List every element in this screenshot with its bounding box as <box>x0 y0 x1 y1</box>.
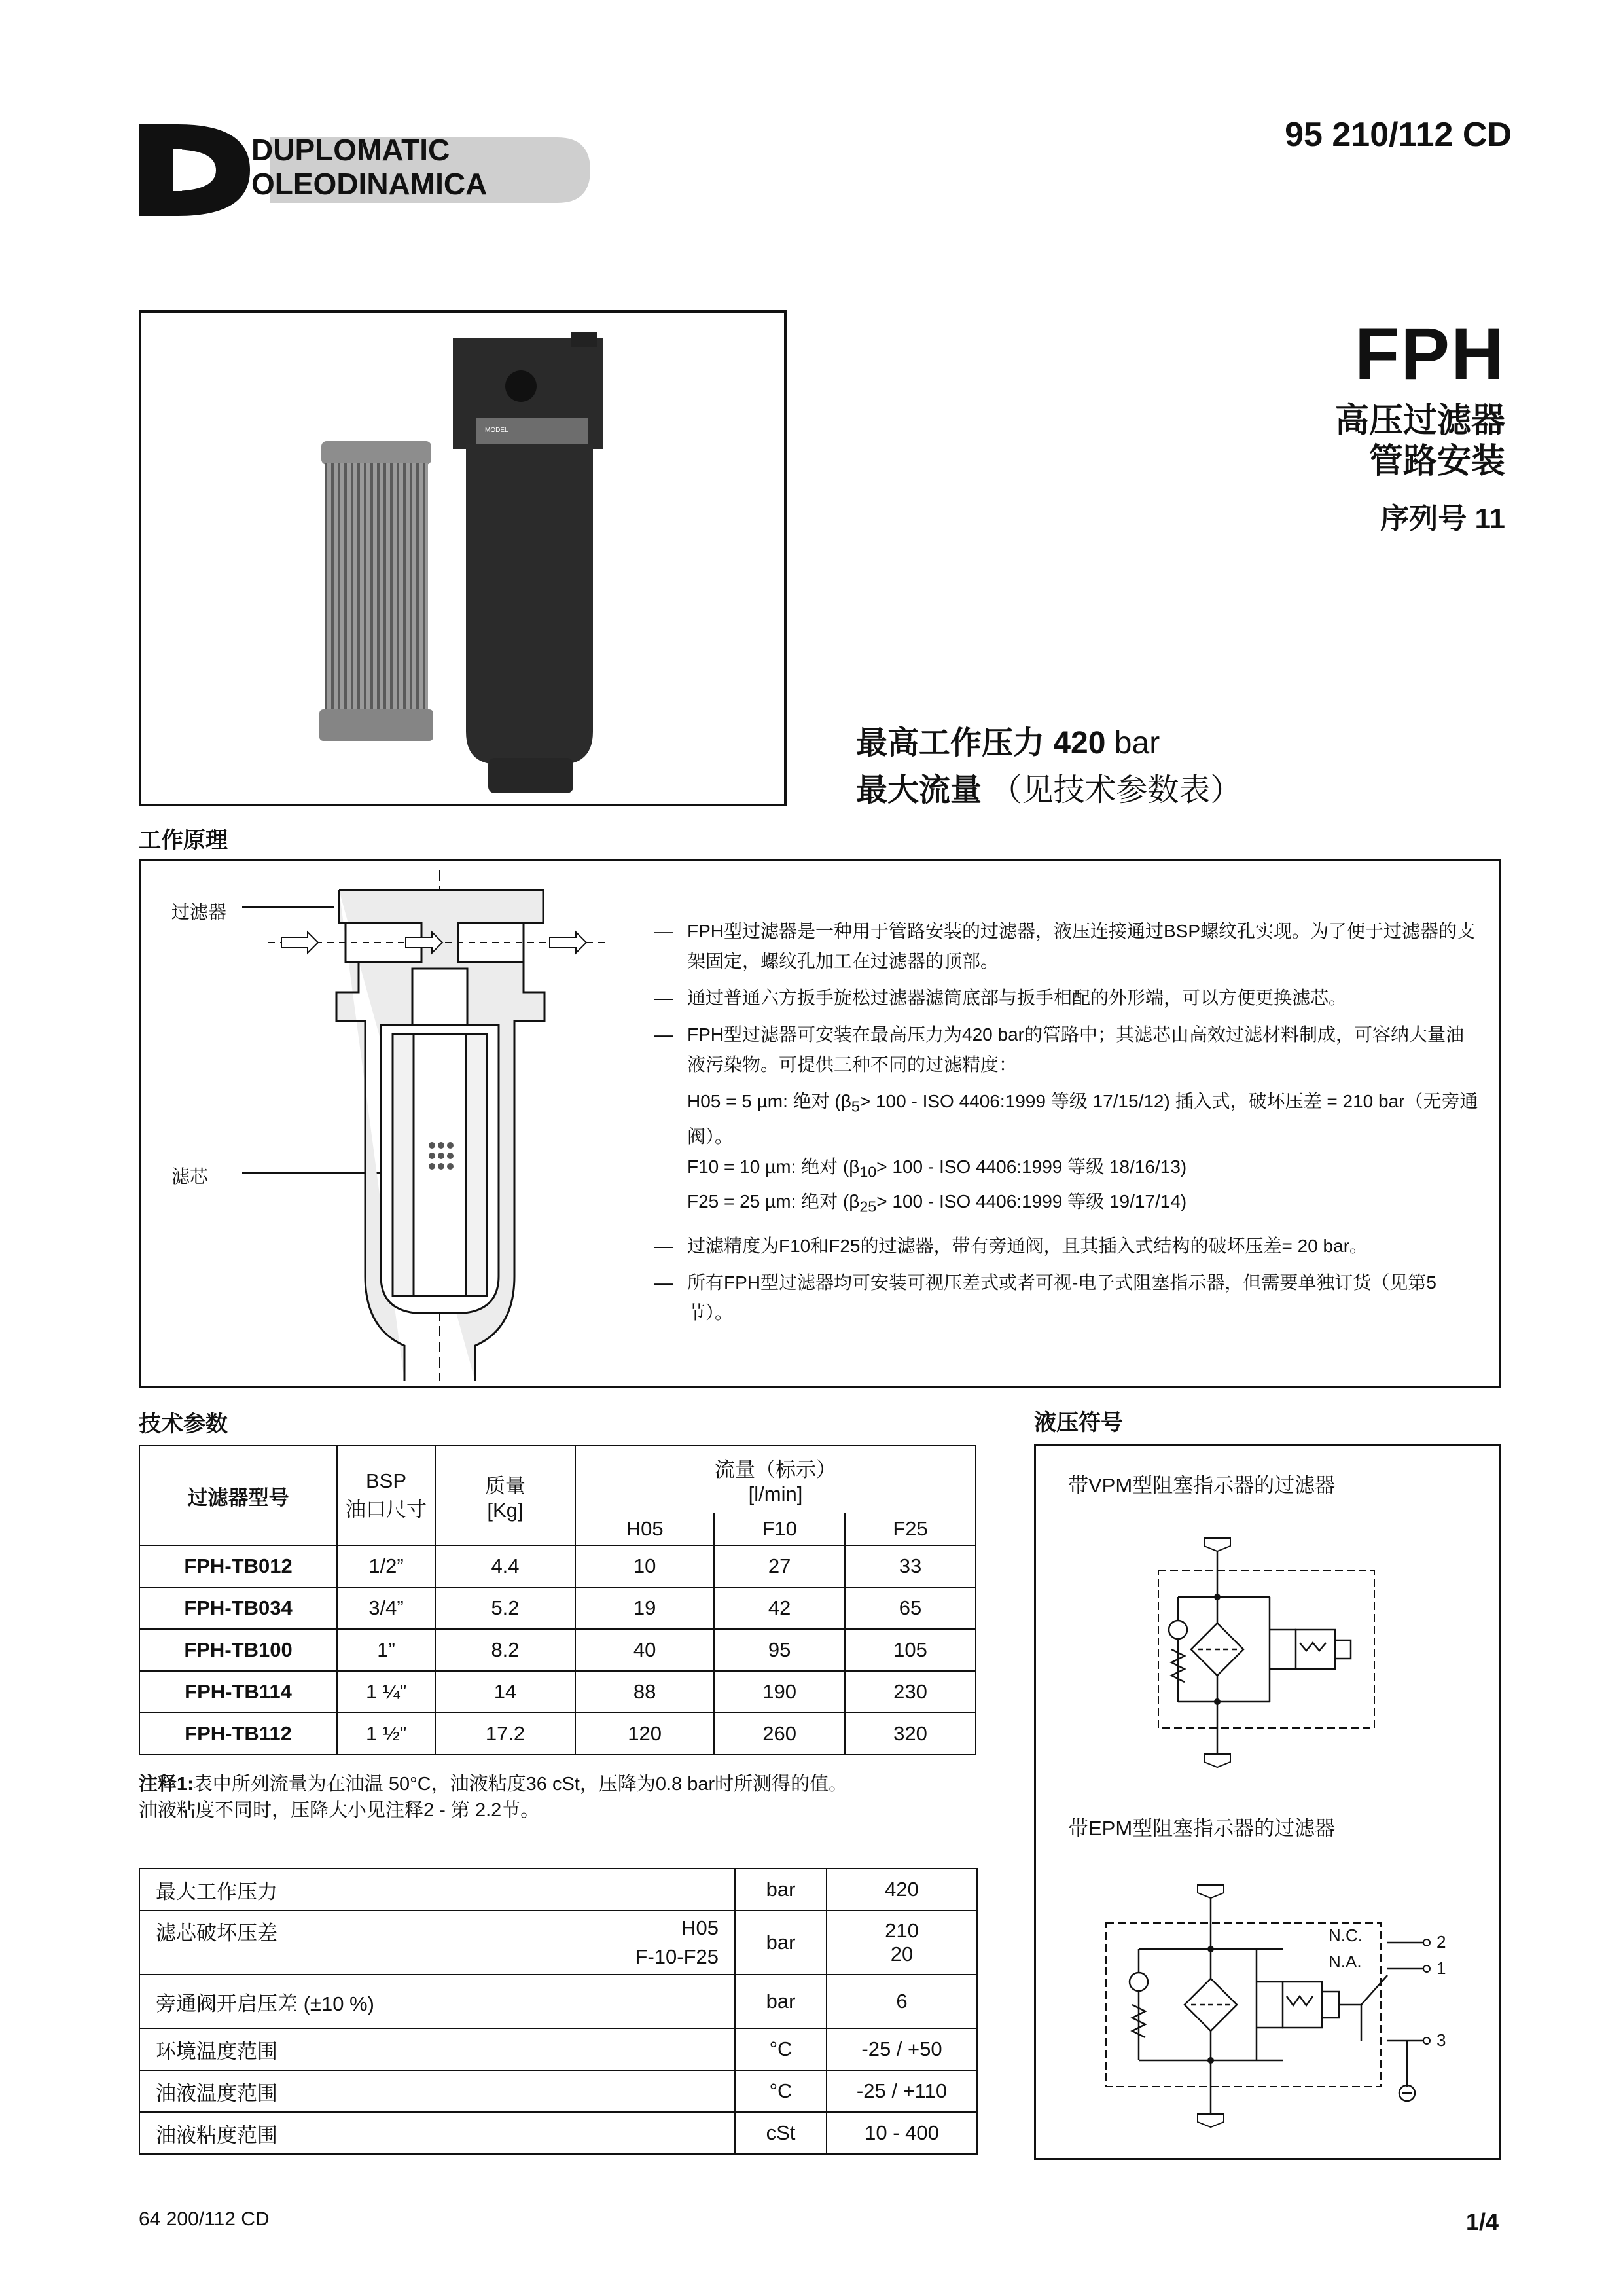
operating-description <box>654 916 1479 1335</box>
table-row: 油液温度范围 °C -25 / +110 <box>139 2070 977 2112</box>
max-pressure <box>856 717 1160 762</box>
col-bsp: BSP 油口尺寸 <box>337 1446 435 1545</box>
table-row: 滤芯破坏压差 H05 F-10-F25 bar 210 20 <box>139 1910 977 1975</box>
bullet-item: — 通过普通六方扳手旋松过滤器滤筒底部与扳手相配的外形端，可以方便更换滤芯。 <box>654 983 1479 1013</box>
svg-text:2: 2 <box>1436 1932 1446 1952</box>
svg-text:N.A.: N.A. <box>1329 1952 1362 1971</box>
product-subtitle <box>1113 401 1505 482</box>
document-code: 95 210/112 CD <box>1285 116 1512 154</box>
bullet-item: — FPH型过滤器是一种用于管路安装的过滤器，液压连接通过BSP螺纹孔实现。为了便于过滤器的支架固定，螺纹孔加工在过滤器的顶部。 <box>654 916 1479 977</box>
grade-h05: H05 = 5 µm: 绝对 ($\beta_5> 100$ - ISO 4406:1999 等级 17/15/12) 插入式，破坏压差 = 210 bar（无旁通阀）。 <box>687 1091 1478 1147</box>
col-mass: 质量 [Kg] <box>435 1446 575 1545</box>
table-row: 油液粘度范围 cSt 10 - 400 <box>139 2112 977 2154</box>
series-number: 序列号 11 <box>1380 503 1505 535</box>
epm-title: 带EPM型阻塞指示器的过滤器 <box>1068 1817 1336 1840</box>
col-h05: H05 <box>575 1513 714 1545</box>
svg-text:DUPLOMATIC: DUPLOMATIC <box>251 133 450 167</box>
company-logo <box>139 118 590 216</box>
table-row: FPH-TB114 1 ¼” 14 88 190 230 <box>139 1671 976 1713</box>
subtitle-line-1: 高压过滤器 <box>1334 402 1505 440</box>
table-row: 环境温度范围 °C -25 / +50 <box>139 2028 977 2070</box>
footer-code: 64 200/112 CD <box>139 2208 270 2230</box>
max-flow <box>856 764 1241 810</box>
bullet-item: — 过滤精度为F10和F25的过滤器，带有旁通阀，且其插入式结构的破坏压差= 20 bar。 <box>654 1231 1479 1261</box>
vpm-title: 带VPM型阻塞指示器的过滤器 <box>1068 1474 1336 1497</box>
svg-text:N.C.: N.C. <box>1329 1926 1363 1945</box>
table-row: 最大工作压力 bar 420 <box>139 1869 977 1910</box>
section-title-hydraulic: 液压符号 <box>1034 1410 1123 1435</box>
table-row: FPH-TB012 1/2” 4.4 10 27 33 <box>139 1545 976 1587</box>
subtitle-line-2: 管路安装 <box>1368 442 1505 480</box>
vpm-symbol <box>1152 1532 1400 1784</box>
col-model: 过滤器型号 <box>139 1446 337 1545</box>
label-element: 滤芯 <box>171 1166 209 1187</box>
svg-text:1: 1 <box>1436 1958 1446 1978</box>
svg-text:OLEODINAMICA: OLEODINAMICA <box>251 167 488 201</box>
max-pressure-value: 420 <box>1053 726 1106 761</box>
col-flow: 流量（标示） [l/min] <box>575 1446 976 1513</box>
col-f25: F25 <box>845 1513 976 1545</box>
max-flow-note: （见技术参数表） <box>990 773 1242 808</box>
note-1: 注释1:表中所列流量为在油温 50°C，油液粘度36 cSt，压降为0.8 bar时所测得的值。 油液粘度不同时，压降大小见注释2 - 第 2.2节。 <box>139 1774 848 1821</box>
filter-section-diagram <box>242 870 635 1384</box>
page-number: 1/4 <box>1465 2208 1499 2235</box>
grade-f10: F10 = 10 µm: 绝对 ($\beta_{10}> 100$ - ISO 4406:1999 等级 18/16/13) <box>687 1156 1187 1181</box>
bullet-item: — FPH型过滤器可安装在最高压力为420 bar的管路中；其滤芯由高效过滤材料制成，可容纳大量油液污染物。可提供三种不同的过滤精度： <box>654 1020 1479 1080</box>
svg-text:MODEL: MODEL <box>485 427 508 434</box>
pressure-table <box>139 1868 978 2155</box>
label-filter: 过滤器 <box>171 902 227 922</box>
product-name: FPH <box>1355 313 1505 395</box>
grade-f25: F25 = 25 µm: 绝对 ($\beta_{25}> 100$ - ISO 4406:1999 等级 19/17/14) <box>687 1191 1187 1215</box>
section-title-operating: 工作原理 <box>139 828 228 853</box>
col-f10: F10 <box>714 1513 845 1545</box>
table-row: 旁通阀开启压差 (±10 %) bar 6 <box>139 1975 977 2028</box>
section-title-tech: 技术参数 <box>139 1412 228 1437</box>
note-label: 注释1: <box>139 1774 194 1795</box>
svg-text:3: 3 <box>1436 2030 1446 2050</box>
max-pressure-label: 最高工作压力 <box>856 726 1045 761</box>
table-row: FPH-TB112 1 ½” 17.2 120 260 320 <box>139 1713 976 1755</box>
max-flow-label: 最大流量 <box>856 773 982 808</box>
product-photo <box>139 310 787 806</box>
epm-symbol <box>1099 1877 1492 2142</box>
tech-table <box>139 1445 976 1755</box>
bullet-item: — 所有FPH型过滤器均可安装可视压差式或者可视-电子式阻塞指示器，但需要单独订货（见第5节）。 <box>654 1268 1479 1328</box>
max-pressure-unit: bar <box>1114 726 1160 761</box>
table-row: FPH-TB100 1” 8.2 40 95 105 <box>139 1629 976 1671</box>
table-row: FPH-TB034 3/4” 5.2 19 42 65 <box>139 1587 976 1629</box>
